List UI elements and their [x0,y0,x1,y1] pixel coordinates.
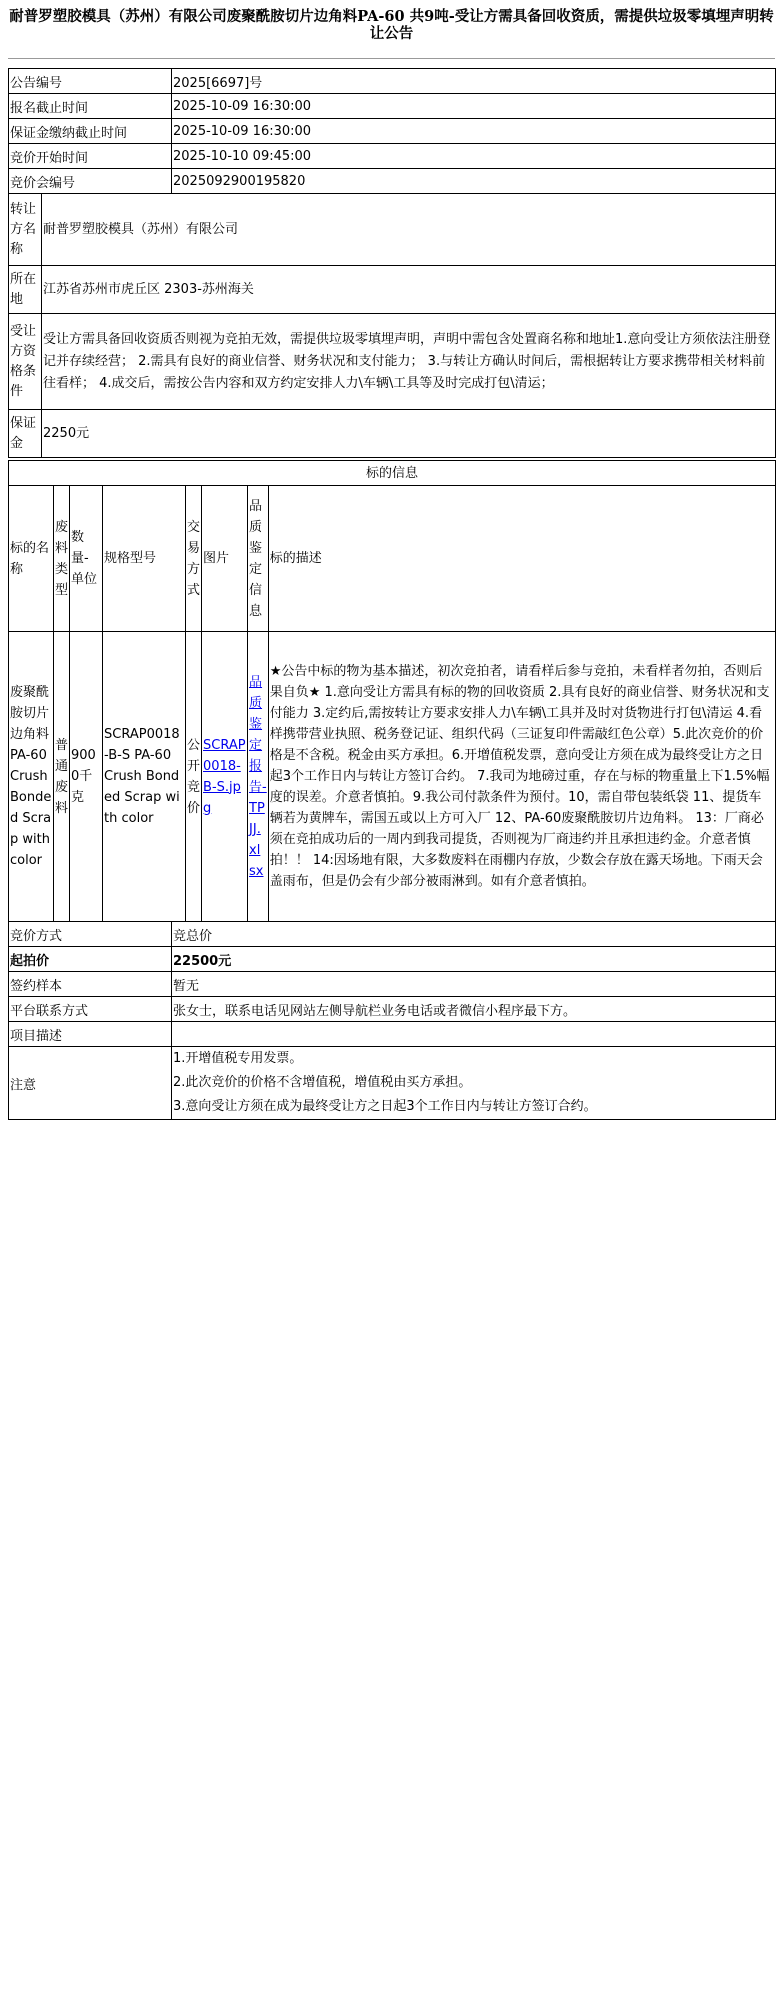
auction-row [9,1022,776,1047]
auction-row [9,972,776,997]
auction-label: 平台联系方式 [9,997,172,1022]
image-file-link[interactable]: SCRAP0018-B-S.jpg [203,737,246,816]
header-description: 标的描述 [268,486,775,632]
deposit-row [9,410,776,458]
auction-row [9,997,776,1022]
header-image: 图片 [202,486,248,632]
info-value: 2025[6697]号 [172,69,776,94]
auction-table [8,921,776,1120]
info-row [9,119,776,144]
lot-waste-type: 普通废料 [54,632,70,922]
lot-data-row [9,632,776,922]
transferor-name-row [9,194,776,266]
lot-spec: SCRAP0018-B-S PA-60 Crush Bonded Scrap with color [103,632,186,922]
notes-label: 注意 [9,1047,172,1120]
auction-value [172,1022,776,1047]
note-item: 3.意向受让方须在成为最终受让方之日起3个工作日内与转让方签订合约。 [173,1099,597,1114]
notes-row [9,1047,776,1120]
header-spec: 规格型号 [103,486,186,632]
qualification-value: 受让方需具备回收资质否则视为竞拍无效，需提供垃圾零填埋声明，声明中需包含处置商名称和地址1.意向受让方须依法注册登记并存续经营； 2.需具有良好的商业信誉、财务状况和支付能力； 3.与转让方确认时间后，需根据转让方要求携带相关材料前往看样； 4.成交后，需按公告内容和双方约定安排人力\车辆\工具等及时完成打包\清运； [42,314,776,410]
lot-header-row [9,486,776,632]
auction-value: 竞总价 [172,922,776,947]
info-label: 公告编号 [9,69,172,94]
qualification-label: 受让方资格条件 [9,314,42,410]
auction-value: 22500元 [172,947,776,972]
header-quantity-unit: 数量-单位 [70,486,103,632]
auction-row [9,922,776,947]
auction-row [9,947,776,972]
lot-image-cell [202,632,248,922]
transferor-table [8,193,776,458]
lot-section-row [9,461,776,486]
location-value: 江苏省苏州市虎丘区 2303-苏州海关 [42,266,776,314]
lot-name: 废聚酰胺切片边角料PA-60 Crush Bonded Scrap with color [9,632,54,922]
lot-quality-cell [248,632,269,922]
transferor-name-label: 转让方名称 [9,194,42,266]
auction-value: 暂无 [172,972,776,997]
info-label: 报名截止时间 [9,94,172,119]
location-label: 所在地 [9,266,42,314]
info-value: 2025-10-09 16:30:00 [172,119,776,144]
info-value: 2025-10-10 09:45:00 [172,144,776,169]
info-value: 2025092900195820 [172,169,776,194]
note-item: 2.此次竞价的价格不含增值税，增值税由买方承担。 [173,1075,472,1090]
lot-description: ★公告中标的物为基本描述，初次竞拍者，请看样后参与竞拍，未看样者勿拍，否则后果自负★ 1.意向受让方需具有标的物的回收资质 2.具有良好的商业信誉、财务状况和支付能力 3.定约后,需按转让方要求安排人力\车辆\工具并及时对货物进行打包\清运 4.看样携带营业执照、税务登记证、组织代码（三证复印件需敲红色公章）5.此次竞价的价格是不含税。税金由买方承担。6.开增值税发票，意向受让方须在成为最终受让方之日起3个工作日内与转让方签订合约。 7.我司为地磅过重，存在与标的物重量上下1.5%幅度的误差。介意者慎拍。9.我公司付款条件为预付。10，需自带包装纸袋 11、提货车辆若为黄牌车，需国五或以上方可入厂 12、PA-60废聚酰胺切片边角料。 13：厂商必须在竞拍成功后的一周内到我司提货，否则视为厂商违约并且承担违约金。介意者慎拍！！ 14:因场地有限，大多数废料在雨棚内存放，少数会存放在露天场地。下雨天会盖雨布，但是仍会有少部分被雨淋到。如有介意者慎拍。 [268,632,775,922]
info-label: 竞价开始时间 [9,144,172,169]
lot-trade-method: 公开竞价 [186,632,202,922]
page-title: 耐普罗塑胶模具（苏州）有限公司废聚酰胺切片边角料PA-60 共9吨-受让方需具备回收资质，需提供垃圾零填埋声明转让公告 [9,8,774,42]
info-row [9,169,776,194]
transferor-name-value: 耐普罗塑胶模具（苏州）有限公司 [42,194,776,266]
header-name: 标的名称 [9,486,54,632]
basic-info-table [8,68,776,194]
auction-label: 项目描述 [9,1022,172,1047]
deposit-value: 2250元 [42,410,776,458]
auction-label: 签约样本 [9,972,172,997]
auction-label: 起拍价 [9,947,172,972]
auction-label: 竞价方式 [9,922,172,947]
lot-quantity-unit: 9000千克 [70,632,103,922]
note-item: 1.开增值税专用发票。 [173,1051,303,1066]
info-label: 竞价会编号 [9,169,172,194]
header-waste-type: 废料类型 [54,486,70,632]
deposit-label: 保证金 [9,410,42,458]
header-quality-report: 品质鉴定信息 [248,486,269,632]
title-divider [8,58,775,59]
info-row [9,69,776,94]
info-row [9,94,776,119]
auction-value: 张女士，联系电话见网站左侧导航栏业务电话或者微信小程序最下方。 [172,997,776,1022]
location-row [9,266,776,314]
header-trade-method: 交易方式 [186,486,202,632]
notes-list [172,1047,776,1120]
info-row [9,144,776,169]
lot-table [8,460,776,922]
info-value: 2025-10-09 16:30:00 [172,94,776,119]
lot-section-title: 标的信息 [9,461,776,486]
quality-report-link[interactable]: 品质鉴定报告-TPJJ.xlsx [249,674,267,879]
info-label: 保证金缴纳截止时间 [9,119,172,144]
qualification-row [9,314,776,410]
